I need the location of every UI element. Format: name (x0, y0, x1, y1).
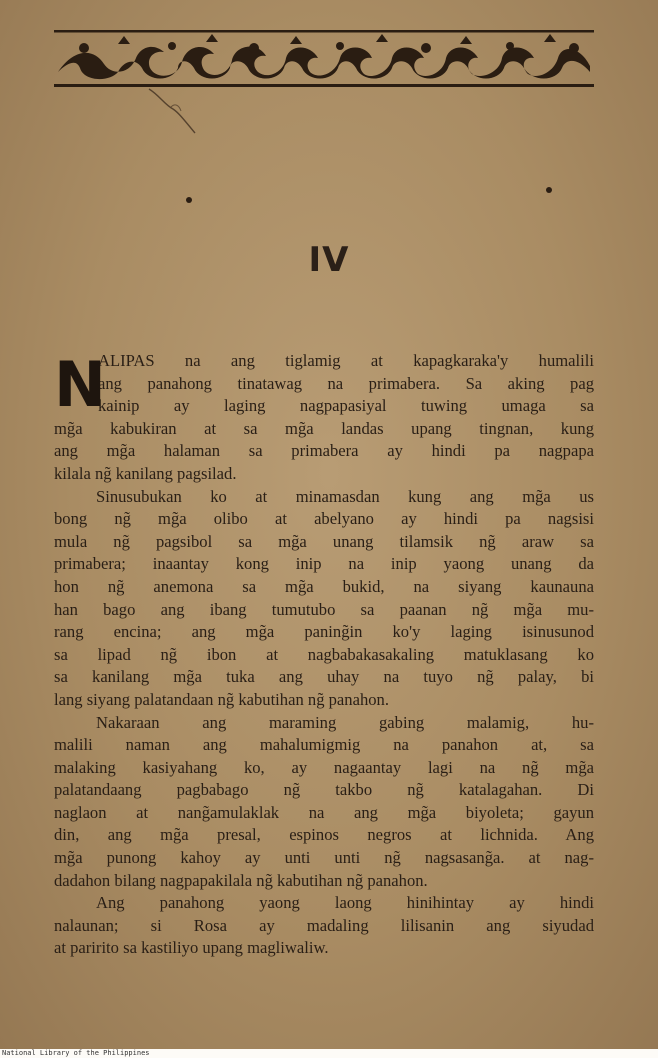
text-line: palatandaang pagbabago ng̃ takbo ng̃ katalagahan. Di (54, 780, 594, 800)
drop-cap: N (54, 348, 106, 421)
ink-dot (546, 187, 552, 193)
text-line: rang encina; ang mg̃a paning̃in ko'y laging isinusunod (54, 622, 594, 642)
paragraph-1 (54, 350, 594, 486)
ink-stain (145, 85, 205, 140)
ink-dot (186, 197, 192, 203)
paragraph-2 (54, 486, 594, 712)
text-line: bong ng̃ mg̃a olibo at abelyano ay hindi pa nagsisi (54, 509, 594, 529)
chapter-body (54, 350, 594, 960)
text-line: nalaunan; si Rosa ay madaling lilisanin ang siyudad (54, 915, 594, 935)
text-line: Sinusubukan ko at minamasdan kung ang mg̃a us (96, 486, 594, 506)
text-line: han bago ang ibang tumutubo sa paanan ng̃ mg̃a mu- (54, 599, 594, 619)
text-line: at paririto sa kastiliyo upang magliwaliw. (54, 938, 329, 958)
text-line: mg̃a punong kahoy ay unti unti ng̃ nagsasang̃a. at nag- (54, 848, 594, 868)
text-line: din, ang mg̃a presal, espinos negros at lichnida. Ang (54, 825, 594, 845)
text-line: malaking kasiyahang ko, ay nagaantay lagi na ng̃ mg̃a (54, 757, 594, 777)
text-line: primabera; inaantay kong inip na inip yaong unang da (54, 554, 594, 574)
decorative-header-ornament (54, 28, 594, 92)
text-line: naglaon at nang̃amulaklak na ang mg̃a biyoleta; gayun (54, 802, 594, 822)
paragraph-4 (54, 892, 594, 960)
text-line: Ang panahong yaong laong hinihintay ay hindi (96, 893, 594, 913)
text-line: ang mg̃a halaman sa primabera ay hindi pa nagpapa (54, 441, 594, 461)
text-line: malili naman ang mahalumigmig na panahon at, sa (54, 735, 594, 755)
text-line: hon ng̃ anemona sa mg̃a bukid, na siyang kaunauna (54, 576, 594, 596)
text-line: lang siyang palatandaan ng̃ kabutihan ng̃ panahon. (54, 689, 390, 709)
text-line: sa kanilang mg̃a tuka ang uhay na tuyo ng̃ palay, bi (54, 667, 594, 687)
text-line: kainip ay laging nagpapasiyal tuwing umaga sa (98, 396, 594, 416)
text-line: sa lipad ng̃ ibon at nagbabakasakaling matuklasang ko (54, 644, 594, 664)
text-line: ang panahong tinatawag na primabera. Sa aking pag (98, 373, 594, 393)
paragraph-3 (54, 712, 594, 893)
text-line: kilala ng̃ kanilang pagsilad. (54, 463, 237, 483)
text-line: mg̃a kabukiran at sa mg̃a landas upang tingnan, kung (54, 418, 594, 438)
chapter-number: IV (308, 240, 350, 280)
text-line: dadahon bilang nagpapakilala ng̃ kabutihan ng̃ panahon. (54, 870, 428, 890)
text-line: Nakaraan ang maraming gabing malamig, hu- (96, 712, 594, 732)
text-line: mula ng̃ pagsibol sa mg̃a unang tilamsik ng̃ araw sa (54, 531, 594, 551)
footer-credit: National Library of the Philippines (0, 1049, 658, 1058)
text-line: ALIPAS na ang tiglamig at kapagkaraka'y humalili (98, 351, 594, 370)
